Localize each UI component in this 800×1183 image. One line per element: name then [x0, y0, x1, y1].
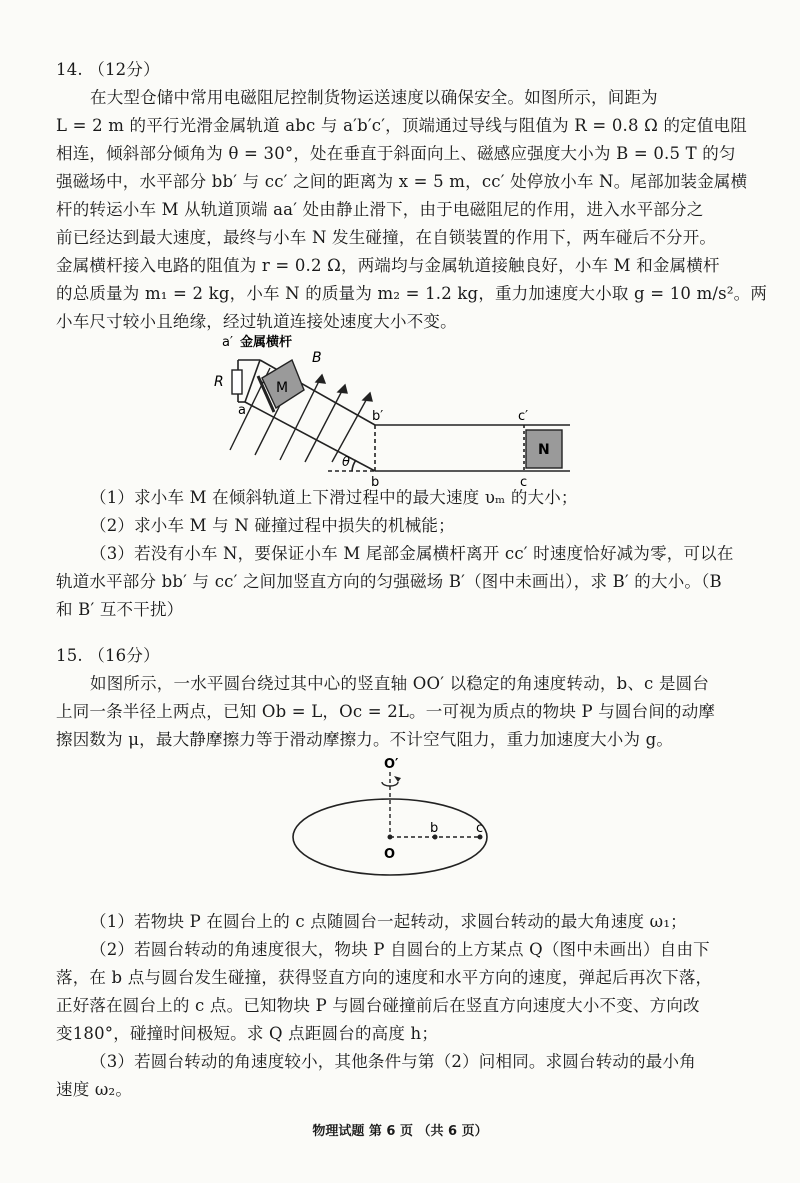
label-c: c	[520, 475, 528, 490]
label-b: b	[371, 475, 380, 490]
q15-header: 15. （16分）	[56, 646, 160, 665]
label-c-prime: c′	[518, 409, 529, 424]
q14-line-8: 的总质量为 m₁ = 2 kg，小车 N 的质量为 m₂ = 1.2 kg，重力加速度大小取 g = 10 m/s²。两	[56, 284, 768, 303]
label-metal-rod: 金属横杆	[240, 335, 293, 350]
q15-sub2-line4: 变180°，碰撞时间极短。求 Q 点距圆台的高度 h；	[56, 1024, 439, 1043]
label-c: c	[476, 821, 484, 836]
label-O-prime: O′	[384, 757, 399, 772]
q15-sub2-line2: 落，在 b 点与圆台发生碰撞，获得竖直方向的速度和水平方向的速度，弹起后再次下落，	[56, 968, 713, 987]
page-footer: 物理试题 第 6 页 （共 6 页）	[312, 1124, 488, 1139]
label-R: R	[214, 374, 224, 390]
q15-sub1: （1）若物块 P 在圆台上的 c 点随圆台一起转动，求圆台转动的最大角速度 ω₁；	[90, 912, 687, 931]
label-M: M	[276, 380, 289, 396]
q14-figure	[200, 330, 600, 490]
q14-sub3-line2: 轨道水平部分 bb′ 与 cc′ 之间加竖直方向的匀强磁场 B′（图中未画出），求 B′ 的大小。（B	[56, 572, 722, 591]
q15-line-3: 擦因数为 μ，最大静摩擦力等于滑动摩擦力。不计空气阻力，重力加速度大小为 g。	[56, 730, 674, 749]
q14-line-1: 在大型仓储中常用电磁阻尼控制货物运送速度以确保安全。如图所示，间距为	[90, 88, 658, 107]
label-b: b	[430, 821, 439, 836]
q15-sub2-line3: 正好落在圆台上的 c 点。已知物块 P 与圆台碰撞前后在竖直方向速度大小不变、方向改	[56, 996, 700, 1015]
q14-line-4: 强磁场中，水平部分 bb′ 与 cc′ 之间的距离为 x = 5 m，cc′ 处停放小车 N。尾部加装金属横	[56, 172, 748, 191]
q15-line-1: 如图所示，一水平圆台绕过其中心的竖直轴 OO′ 以稳定的角速度转动，b、c 是圆台	[90, 674, 710, 693]
label-a: a	[238, 403, 246, 418]
q14-line-7: 金属横杆接入电路的阻值为 r = 0.2 Ω，两端均与金属轨道接触良好，小车 M 和金属横杆	[56, 256, 720, 275]
q14-header: 14. （12分）	[56, 60, 160, 79]
label-a-prime: a′	[222, 335, 233, 350]
label-theta: θ	[342, 455, 350, 470]
q15-sub3-line1: （3）若圆台转动的角速度较小，其他条件与第（2）问相同。求圆台转动的最小角	[90, 1052, 696, 1071]
q14-line-5: 杆的转运小车 M 从轨道顶端 aa′ 处由静止滑下，由于电磁阻尼的作用，进入水平部分之	[56, 200, 704, 219]
q14-line-3: 相连，倾斜部分倾角为 θ = 30°，处在垂直于斜面向上、磁感应强度大小为 B = 0.5 T 的匀	[56, 144, 736, 163]
q15-sub2-line1: （2）若圆台转动的角速度很大，物块 P 自圆台的上方某点 Q（图中未画出）自由下	[90, 940, 710, 959]
q14-line-9: 小车尺寸较小且绝缘，经过轨道连接处速度大小不变。	[56, 312, 457, 331]
q14-sub3-line3: 和 B′ 互不干扰）	[56, 600, 184, 619]
q14-sub1: （1）求小车 M 在倾斜轨道上下滑过程中的最大速度 υₘ 的大小；	[90, 488, 578, 507]
q15-sub3-line2: 速度 ω₂。	[56, 1080, 133, 1099]
q14-line-6: 前已经达到最大速度，最终与小车 N 发生碰撞，在自锁装置的作用下，两车碰后不分开。	[56, 228, 717, 247]
label-O: O	[384, 847, 396, 862]
label-b-prime: b′	[372, 409, 384, 424]
label-B: B	[312, 350, 322, 366]
q14-sub3-line1: （3）若没有小车 N，要保证小车 M 尾部金属横杆离开 cc′ 时速度恰好减为零，可以在	[90, 544, 734, 563]
q14-sub2: （2）求小车 M 与 N 碰撞过程中损失的机械能；	[90, 516, 455, 535]
label-N: N	[538, 442, 550, 458]
theta-arc	[352, 460, 356, 471]
q15-line-2: 上同一条半径上两点，已知 Ob = L，Oc = 2L。一可视为质点的物块 P 与圆台间的动摩	[56, 702, 716, 721]
q15-figure	[290, 757, 510, 900]
resistor-R	[232, 370, 242, 394]
q14-line-2: L = 2 m 的平行光滑金属轨道 abc 与 a′b′c′，顶端通过导线与阻值为 R = 0.8 Ω 的定值电阻	[56, 116, 747, 135]
point-O	[388, 835, 393, 840]
